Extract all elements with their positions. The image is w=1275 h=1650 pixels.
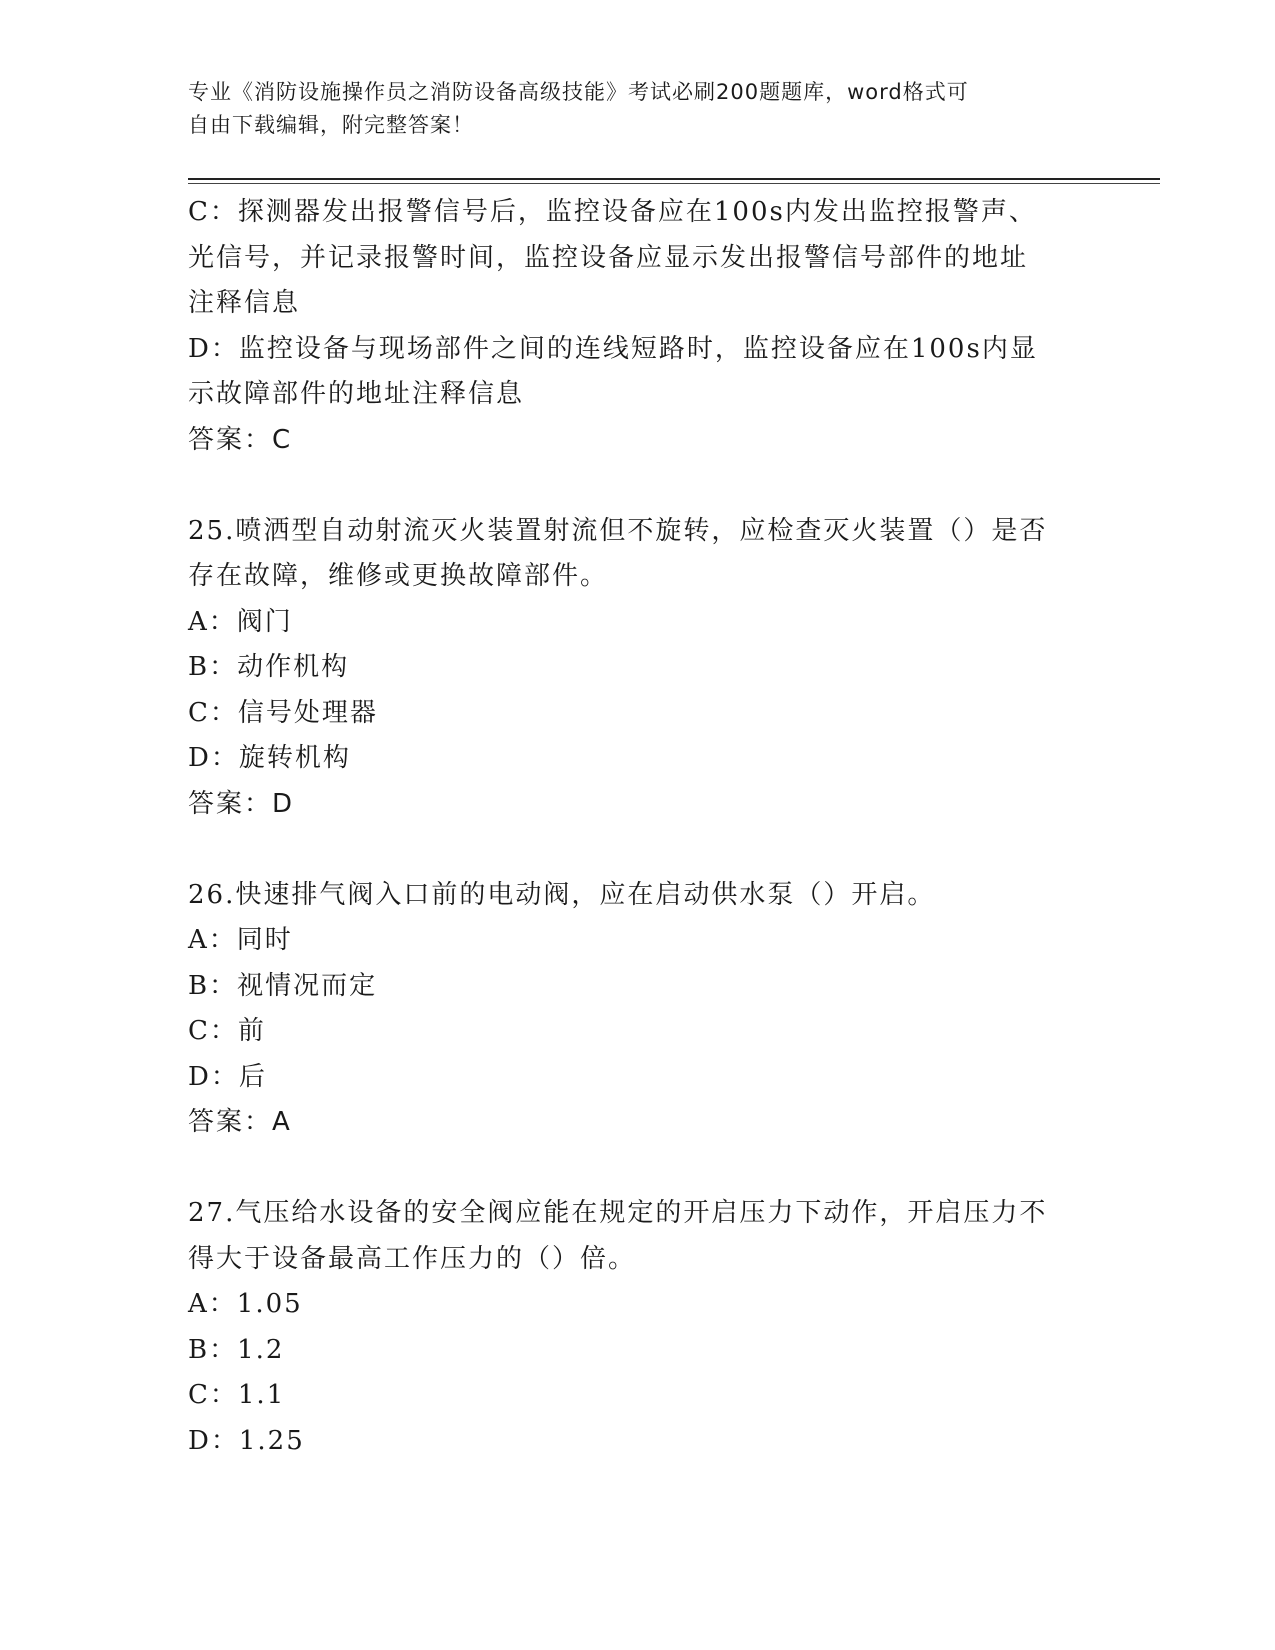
option-c: C：1.1 [188, 1380, 286, 1410]
header-line-1: 专业《消防设施操作员之消防设备高级技能》考试必刷200题题库，word格式可 [188, 80, 969, 104]
document-header [188, 76, 1088, 142]
question-stem-line-1: 25.喷洒型自动射流灭火装置射流但不旋转，应检查灭火装置（）是否 [188, 515, 1048, 546]
header-divider-thick [188, 178, 1160, 180]
option-a: A：同时 [188, 925, 293, 955]
option-b: B：1.2 [188, 1334, 285, 1365]
option-d: D：后 [188, 1061, 267, 1092]
option-d: D：旋转机构 [188, 743, 351, 773]
option-a: A：阀门 [188, 606, 293, 637]
question-content [188, 190, 1088, 1464]
question-stem-line-1: 27.气压给水设备的安全阀应能在规定的开启压力下动作，开启压力不 [188, 1198, 1048, 1228]
option-b: B：视情况而定 [188, 970, 378, 1001]
prev-question [188, 190, 1088, 463]
answer-label: 答案：C [188, 424, 293, 455]
option-c: C：信号处理器 [188, 697, 378, 728]
header-divider-thin [188, 183, 1160, 184]
header-line-2: 自由下载编辑，附完整答案！ [188, 113, 474, 137]
question-stem-line-2: 得大于设备最高工作压力的（）倍。 [188, 1243, 637, 1274]
question-26 [188, 873, 1088, 1146]
option-b: B：动作机构 [188, 652, 350, 682]
option-d: D：1.25 [188, 1425, 305, 1456]
spacer [188, 827, 1088, 873]
question-25 [188, 509, 1088, 828]
option-a: A：1.05 [188, 1289, 303, 1319]
option-c-line-1: C：探测器发出报警信号后，监控设备应在100s内发出监控报警声、 [188, 197, 1037, 227]
option-c-line-3: 注释信息 [188, 288, 301, 318]
option-c: C：前 [188, 1016, 266, 1046]
question-27 [188, 1191, 1088, 1464]
option-c-line-2: 光信号，并记录报警时间，监控设备应显示发出报警信号部件的地址 [188, 242, 1029, 273]
option-d-line-2: 示故障部件的地址注释信息 [188, 379, 525, 409]
spacer [188, 1146, 1088, 1192]
answer-label: 答案：D [188, 788, 295, 819]
question-stem-line-1: 26.快速排气阀入口前的电动阀，应在启动供水泵（）开启。 [188, 879, 936, 910]
question-stem-line-2: 存在故障，维修或更换故障部件。 [188, 561, 609, 591]
option-d-line-1: D：监控设备与现场部件之间的连线短路时，监控设备应在100s内显 [188, 333, 1038, 364]
spacer [188, 463, 1088, 509]
answer-label: 答案：A [188, 1107, 292, 1137]
